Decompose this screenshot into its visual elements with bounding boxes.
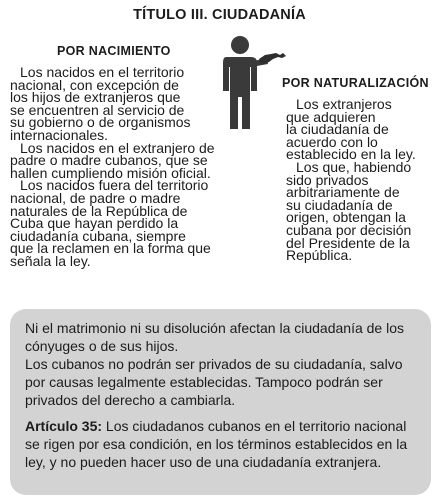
text-line: que la reclamen en la forma que [10, 240, 211, 257]
text-line: internacionales. [10, 126, 109, 143]
text-line: cubana por decisión [286, 221, 412, 238]
text-line: arbitrariamente de [286, 184, 400, 201]
text-line: origen, obtengan la [286, 209, 406, 226]
article-35-paragraph [25, 417, 417, 471]
text-line: acuerdo con lo [286, 133, 378, 150]
summary-paragraph-privacion: Los cubanos no podrán ser privados de su ciudadanía, salvo por causas legalmente establecidas. Tampoco podrán ser privados del derecho a cambiarla. [25, 356, 403, 408]
person-holding-cuba-map-icon [193, 33, 289, 131]
text-line: la ciudadanía de [286, 121, 389, 138]
text-line: hallen cumpliendo misión oficial. [10, 164, 211, 181]
text-line: Los extranjeros [296, 96, 392, 112]
heading-por-naturalizacion: POR NATURALIZACIÓN [282, 76, 429, 90]
text-line: del Presidente de la [286, 234, 410, 251]
text-line: Los nacidos en el territorio [20, 64, 185, 80]
text-line: se encuentren al servicio de [10, 101, 185, 118]
text-line: padre o madre cubanos, que se [10, 152, 208, 169]
text-line: Los nacidos en el extranjero de [20, 139, 215, 156]
text-line: nacional, de padre o madre [10, 189, 181, 206]
text-line: Cuba que hayan perdido la [10, 215, 179, 232]
page-title: TÍTULO III. CIUDADANÍA [133, 7, 306, 23]
text-line: señala la ley. [10, 252, 91, 269]
text-line: ciudadanía cubana, siempre [10, 227, 186, 244]
summary-box [10, 309, 431, 495]
text-line: sido privados [286, 171, 369, 188]
text-line: naturales de la República de [10, 202, 188, 219]
text-line: establecido en la ley. [286, 146, 416, 163]
text-line: República. [286, 247, 353, 264]
text-line: que adquieren [286, 108, 376, 125]
text-line: Los que, habiendo [296, 158, 412, 175]
text-line: Los nacidos fuera del territorio [20, 177, 209, 194]
article-35-label: Artículo 35: [25, 418, 103, 434]
naturalizacion-text [286, 98, 416, 262]
text-line: su gobierno o de organismos [10, 114, 191, 131]
article-35-text: Los ciudadanos cubanos en el territorio nacional se rigen por esa condición, en los términos establecidos en la ley, y no pueden hacer uso de una ciudadanía extranjera. [25, 418, 408, 470]
text-line: su ciudadanía de [286, 196, 393, 213]
summary-paragraph-matrimonio: Ni el matrimonio ni su disolución afectan la ciudadanía de los cónyuges o de sus hijos. [25, 320, 404, 354]
nacimiento-text [10, 66, 215, 268]
text-line: nacional, con excepción de [10, 76, 179, 93]
heading-por-nacimiento: POR NACIMIENTO [57, 44, 171, 58]
text-line: los hijos de extranjeros que [10, 89, 181, 106]
